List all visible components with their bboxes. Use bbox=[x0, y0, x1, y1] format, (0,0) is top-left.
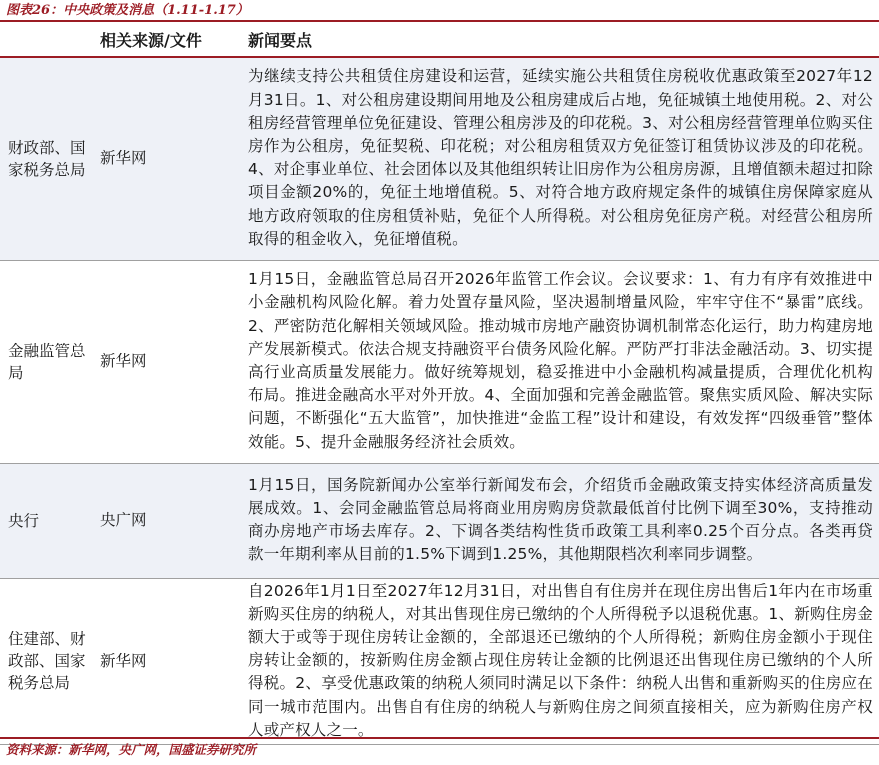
table-row bbox=[0, 463, 879, 578]
policy-news-table bbox=[0, 22, 879, 745]
header-news-points: 新闻要点 bbox=[240, 22, 879, 57]
source-note: 资料来源：新华网，央广网，国盛证券研究所 bbox=[0, 737, 879, 765]
news-cell: 1月15日，国务院新闻办公室举行新闻发布会，介绍货币金融政策支持实体经济高质量发展成效。1、会同金融监管总局将商业用房购房贷款最低首付比例下调至30%，支持推动商办房地产市场去库存。2、下调各类结构性货币政策工具利率0.25个百分点。各类再贷款一年期利率从目前的1.5%下调到1.25%，其他期限档次利率同步调整。 bbox=[240, 463, 879, 578]
news-cell: 为继续支持公共租赁住房建设和运营，延续实施公共租赁住房税收优惠政策至2027年12月31日。1、对公租房建设期间用地及公租房建成后占地，免征城镇土地使用税。2、对公租房经营管理单位免征建设、管理公租房涉及的印花税。3、对公租房经营管理单位购买住房作为公租房，免征契税、印花税；对公租房租赁双方免征签订租赁协议涉及的印花税。4、对企事业单位、社会团体以及其他组织转让旧房作为公租房房源，且增值额未超过扣除项目金额20%的，免征土地增值税。5、对符合地方政府规定条件的城镇住房保障家庭从地方政府领取的住房租赁补贴，免征个人所得税。对公租房免征房产税。对经营公租房所取得的租金收入，免征增值税。 bbox=[240, 57, 879, 260]
table-header-row bbox=[0, 22, 879, 57]
header-department bbox=[0, 22, 100, 57]
figure-title: 图表26：中央政策及消息（1.11-1.17） bbox=[0, 0, 879, 22]
source-cell: 新华网 bbox=[100, 57, 240, 260]
news-cell: 自2026年1月1日至2027年12月31日，对出售自有住房并在现住房出售后1年内在市场重新购买住房的纳税人，对其出售现住房已缴纳的个人所得税予以退税优惠。1、新购住房金额大于或等于现住房转让金额的，全部退还已缴纳的个人所得税；新购住房金额小于现住房转让金额的，按新购住房金额占现住房转让金额的比例退还出售现住房已缴纳的个人所得税。2、享受优惠政策的纳税人须同时满足以下条件：纳税人出售和重新购买的住房应在同一城市范围内。出售自有住房的纳税人与新购住房之间须直接相关，应为新购住房产权人或产权人之一。 bbox=[240, 578, 879, 744]
table-row bbox=[0, 57, 879, 260]
source-cell: 央广网 bbox=[100, 463, 240, 578]
department-cell: 住建部、财政部、国家税务总局 bbox=[0, 578, 100, 744]
news-cell: 1月15日，金融监管总局召开2026年监管工作会议。会议要求：1、有力有序有效推进中小金融机构风险化解。着力处置存量风险，坚决遏制增量风险，牢牢守住不“暴雷”底线。2、严密防范化解相关领域风险。推动城市房地产融资协调机制常态化运行，助力构建房地产发展新模式。依法合规支持融资平台债务风险化解。严防严打非法金融活动。3、切实提高行业高质量发展能力。做好统筹规划，稳妥推进中小金融机构减量提质，合理优化机构布局。推进金融高水平对外开放。4、全面加强和完善金融监管。聚焦实质风险、解决实际问题，不断强化“五大监管”，加快推进“金监工程”设计和建设，有效发挥“四级垂管”整体效能。5、提升金融服务经济社会质效。 bbox=[240, 260, 879, 463]
source-cell: 新华网 bbox=[100, 260, 240, 463]
table-row bbox=[0, 578, 879, 744]
department-cell: 金融监管总局 bbox=[0, 260, 100, 463]
department-cell: 央行 bbox=[0, 463, 100, 578]
header-source: 相关来源/文件 bbox=[100, 22, 240, 57]
department-cell: 财政部、国家税务总局 bbox=[0, 57, 100, 260]
source-cell: 新华网 bbox=[100, 578, 240, 744]
table-row bbox=[0, 260, 879, 463]
